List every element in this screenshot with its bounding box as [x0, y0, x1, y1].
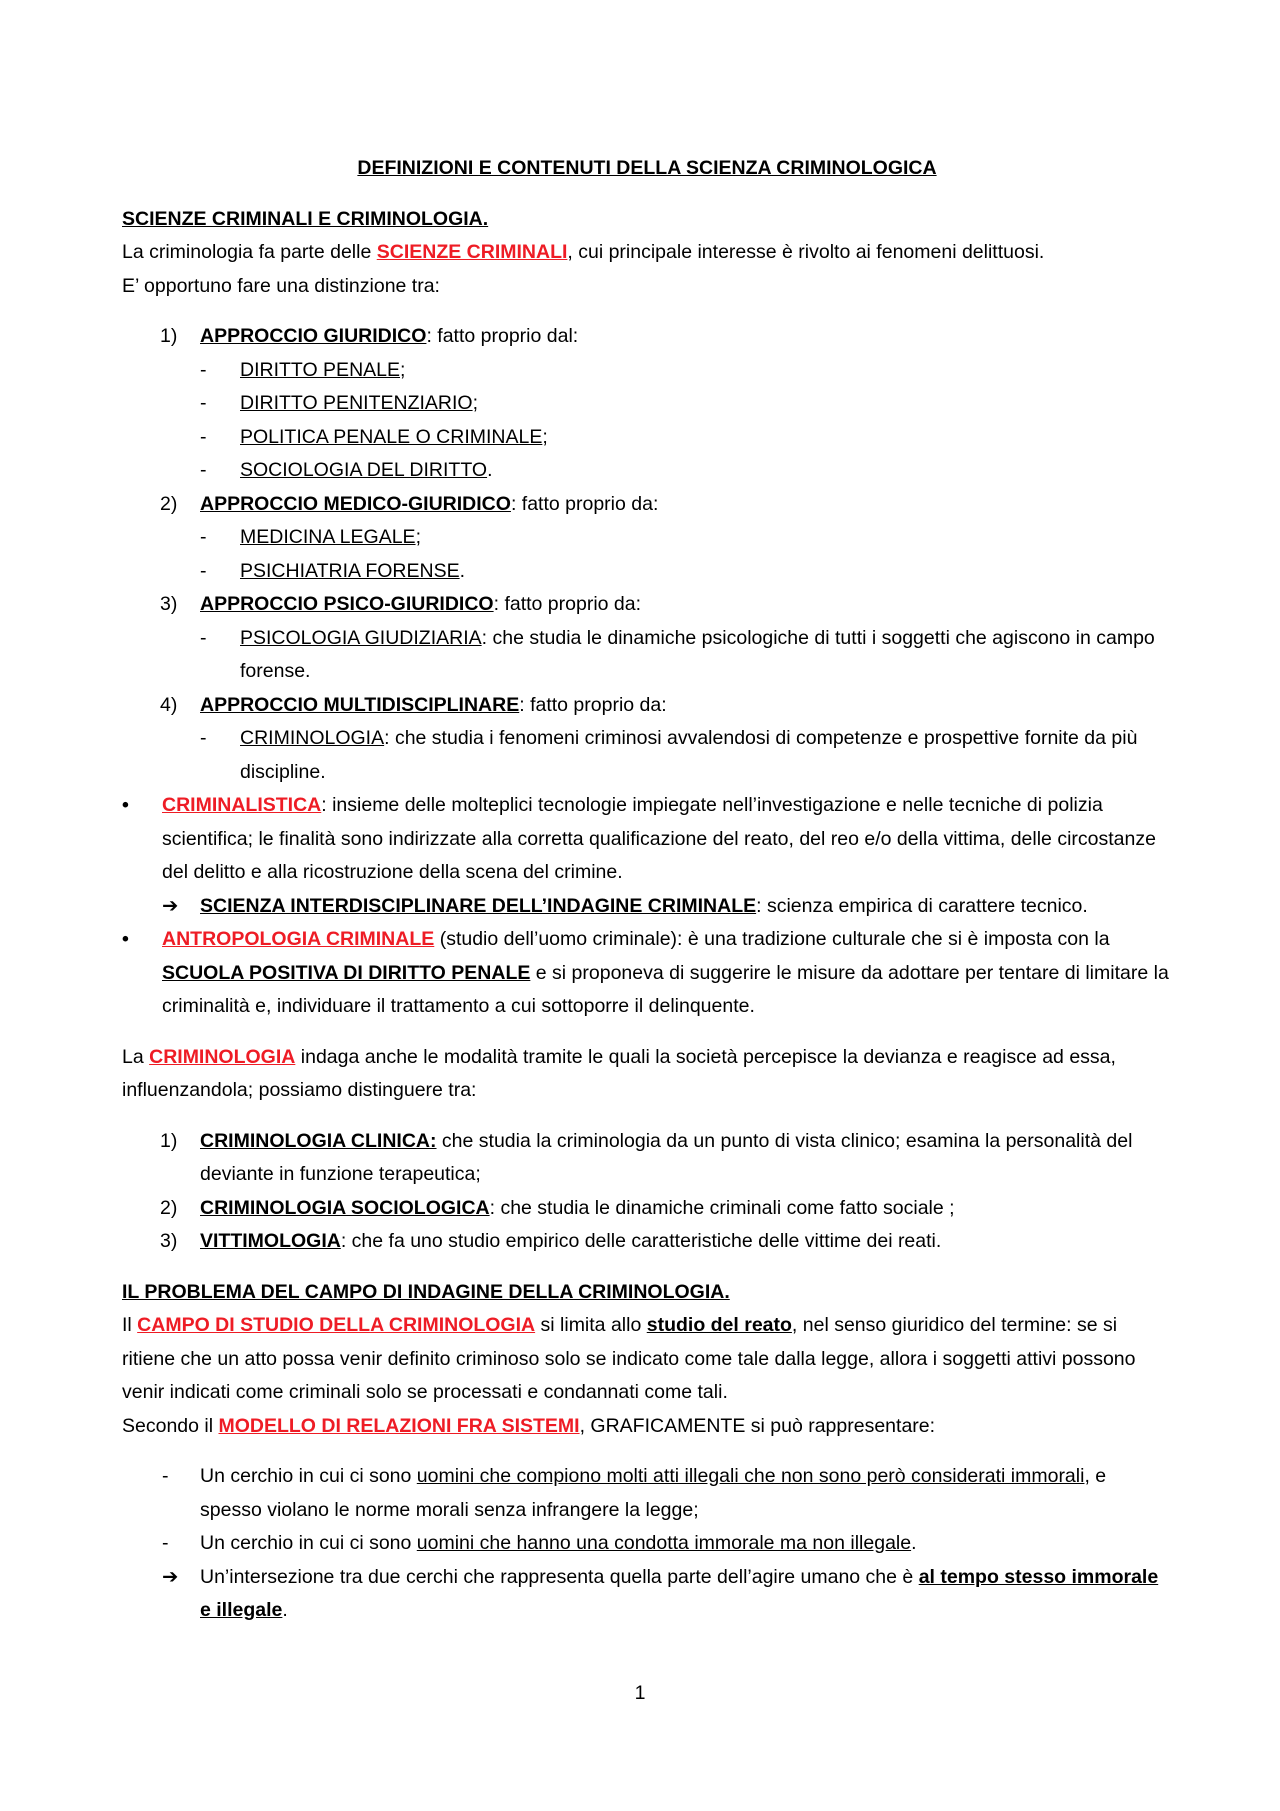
arrow-right-icon: ➔	[162, 1565, 179, 1588]
paragraph-intro: La criminologia fa parte delle SCIENZE CRIMINALI, cui principale interesse è rivolto ai fenomeni delittuosi.	[122, 241, 1045, 263]
list-item: - Un cerchio in cui ci sono uomini che hanno una condotta immorale ma non illegale.	[162, 1532, 917, 1554]
arrow-right-icon: ➔	[162, 894, 179, 917]
list-item: - PSICOLOGIA GIUDIZIARIA: che studia le dinamiche psicologiche di tutti i soggetti che agiscono in campo forense.	[200, 626, 1155, 682]
approach-item-4: 4) APPROCCIO MULTIDISCIPLINARE: fatto proprio da: - CRIMINOLOGIA: che studia i fenomeni criminosi avvalendosi di competenze e prospettive fornite da più discipline.	[122, 689, 1172, 790]
paragraph-campo-studio: Il CAMPO DI STUDIO DELLA CRIMINOLOGIA si limita allo studio del reato, nel senso giuridico del termine: se si ritiene che un atto possa venir definito criminoso solo se indicato come tale dalla legge, allora i soggetti attivi possono venir indicati come criminali solo se processati e condannati come tali.	[122, 1314, 1136, 1403]
page-title: DEFINIZIONI E CONTENUTI DELLA SCIENZA CRIMINOLOGICA	[357, 157, 937, 179]
approach-item-2: 2) APPROCCIO MEDICO-GIURIDICO: fatto proprio da: - MEDICINA LEGALE; - PSICHIATRIA FORENSE.	[122, 488, 1172, 589]
page-number: 1	[634, 1682, 646, 1704]
list-item: - DIRITTO PENALE;	[200, 358, 406, 381]
approach-2-sublist	[200, 521, 1172, 588]
bullet-list	[122, 789, 1172, 1024]
approach-1-sublist	[200, 354, 1172, 488]
section-heading-scienze-criminali: SCIENZE CRIMINALI E CRIMINOLOGIA.	[122, 207, 489, 230]
criminology-types-list	[122, 1125, 1172, 1259]
bullet-item-antropologia: • ANTROPOLOGIA CRIMINALE (studio dell’uomo criminale): è una tradizione culturale che si è imposta con la SCUOLA POSITIVA DI DIRITTO PENALE e si proponeva di suggerire le misure da adottare per tentare di limitare la criminalità e, individuare il trattamento a cui sottoporre il delinquente.	[122, 928, 1169, 1017]
approach-4-sublist	[200, 722, 1172, 789]
document-body	[122, 152, 1172, 1628]
model-list	[122, 1460, 1172, 1561]
approach-item-1: 1) APPROCCIO GIURIDICO: fatto proprio dal: - DIRITTO PENALE; - DIRITTO PENITENZIARIO; - POLITICA PENALE O CRIMINALE; - SOCIOLOGIA DEL DIRITTO.	[122, 320, 1172, 488]
list-item: - CRIMINOLOGIA: che studia i fenomeni criminosi avvalendosi di competenze e prospettive fornite da più discipline.	[200, 727, 1138, 783]
bullet-item-criminalistica: • CRIMINALISTICA: insieme delle molteplici tecnologie impiegate nell’investigazione e nelle tecniche di polizia scientifica; le finalità sono indirizzate alla corretta qualificazione del reato, del reo e/o della vittima, delle circostanze del delitto e alla ricostruzione della scena del crimine. ➔ SCIENZA INTERDISCIPLINARE DELL’INDAGINE CRIMINALE: scienza empirica di carattere tecnico.	[122, 789, 1172, 923]
list-item: - DIRITTO PENITENZIARIO;	[200, 392, 478, 414]
paragraph-distinction: E’ opportuno fare una distinzione tra:	[122, 274, 440, 297]
approach-3-sublist	[200, 622, 1172, 689]
list-item: - POLITICA PENALE O CRIMINALE;	[200, 425, 548, 448]
list-item: 2) CRIMINOLOGIA SOCIOLOGICA: che studia le dinamiche criminali come fatto sociale ;	[160, 1196, 955, 1219]
list-item: - PSICHIATRIA FORENSE.	[200, 559, 466, 582]
paragraph-modello: Secondo il MODELLO DI RELAZIONI FRA SISTEMI, GRAFICAMENTE si può rappresentare:	[122, 1414, 936, 1437]
paragraph-criminologia: La CRIMINOLOGIA indaga anche le modalità tramite le quali la società percepisce la devianza e reagisce ad essa, influenzandola; possiamo distinguere tra:	[122, 1045, 1116, 1101]
term-scienze-criminali: SCIENZE CRIMINALI	[376, 241, 568, 263]
section-heading-campo-indagine: IL PROBLEMA DEL CAMPO DI INDAGINE DELLA CRIMINOLOGIA.	[122, 1280, 730, 1303]
list-item: - Un cerchio in cui ci sono uomini che compiono molti atti illegali che non sono però considerati immorali, e spesso violano le norme morali senza infrangere la legge;	[162, 1465, 1107, 1521]
approach-item-3: 3) APPROCCIO PSICO-GIURIDICO: fatto proprio da: - PSICOLOGIA GIUDIZIARIA: che studia le dinamiche psicologiche di tutti i soggetti che agiscono in campo forense.	[122, 588, 1172, 689]
arrow-note-intersection: ➔ Un’intersezione tra due cerchi che rappresenta quella parte dell’agire umano che è al tempo stesso immorale e illegale.	[122, 1561, 1172, 1628]
list-item: 1) CRIMINOLOGIA CLINICA: che studia la criminologia da un punto di vista clinico; esamina la personalità del deviante in funzione terapeutica;	[160, 1129, 1133, 1185]
approach-list	[122, 320, 1172, 789]
arrow-note: ➔ SCIENZA INTERDISCIPLINARE DELL’INDAGINE CRIMINALE: scienza empirica di carattere tecnico.	[162, 890, 1172, 924]
list-item: - MEDICINA LEGALE;	[200, 526, 421, 548]
list-item: - SOCIOLOGIA DEL DIRITTO.	[200, 459, 493, 481]
list-item: 3) VITTIMOLOGIA: che fa uno studio empirico delle caratteristiche delle vittime dei reati.	[160, 1230, 942, 1252]
